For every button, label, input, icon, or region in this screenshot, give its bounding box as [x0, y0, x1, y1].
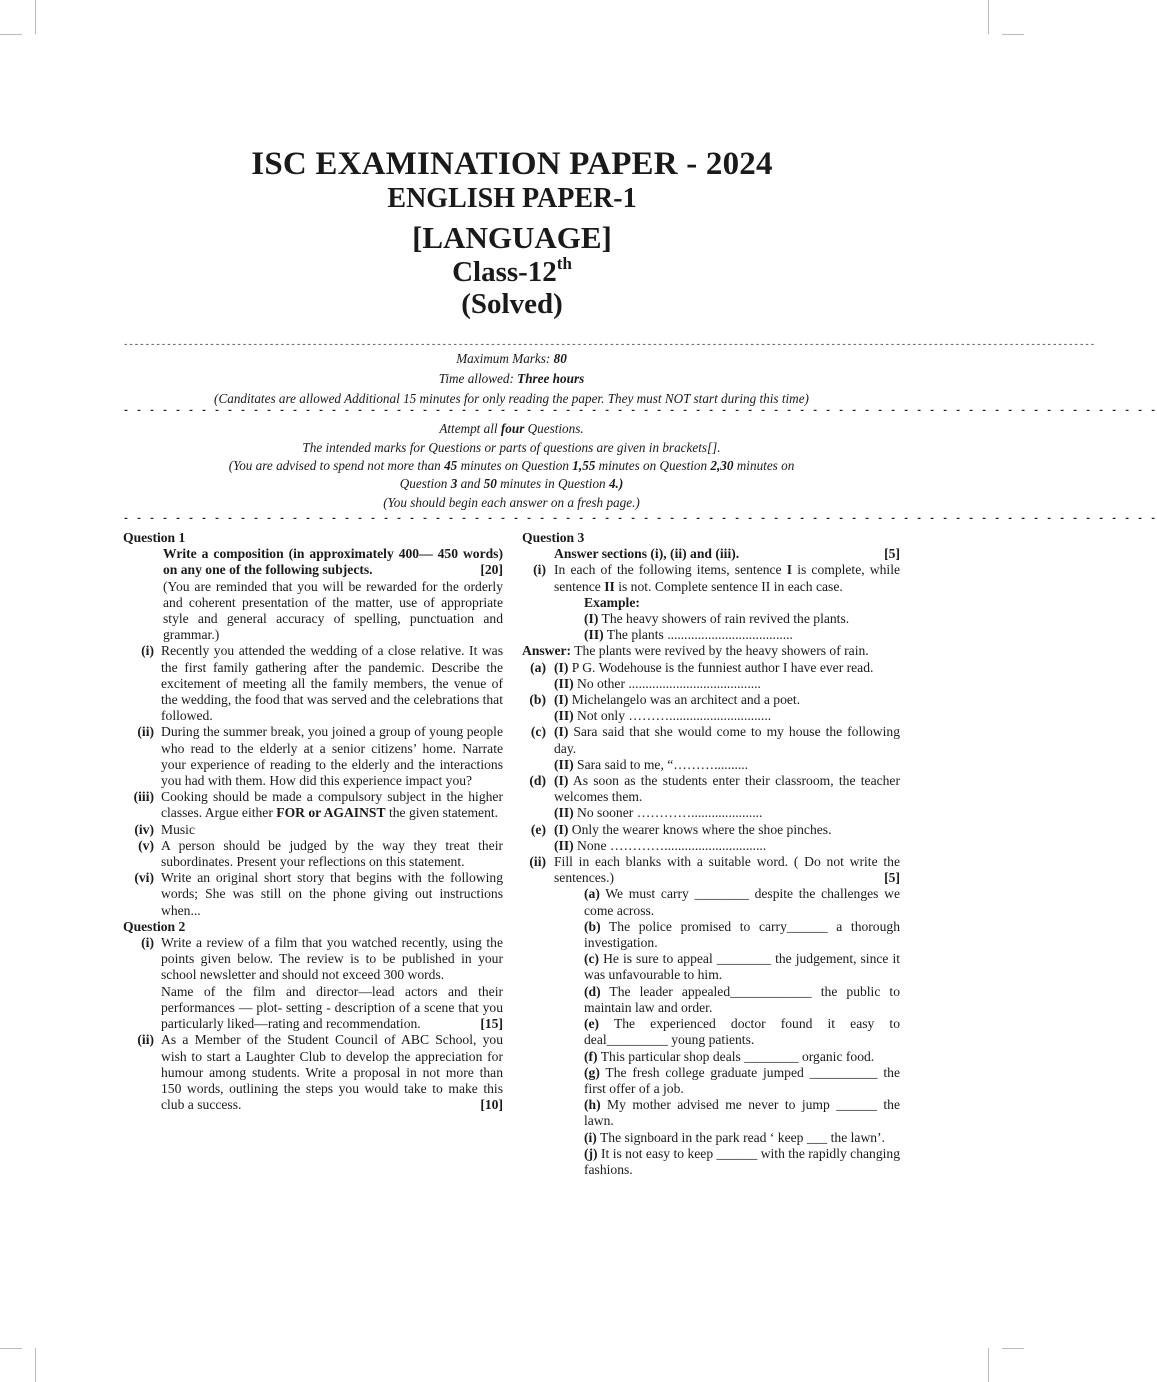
question-3-heading: Question 3 [522, 530, 585, 545]
blank-item: (d) The leader appealed____________ the public to maintain law and order. [584, 983, 900, 1015]
list-item: (b) (I) Michelangelo was an architect and a poet. (II) Not only ……….............................. [529, 692, 801, 724]
blank-item: (g) The fresh college graduate jumped __________ the first offer of a job. [584, 1064, 900, 1096]
time-allowed: Time allowed: Three hours [438, 371, 585, 386]
list-item: (c) (I) Sara said that she would come to my house the following day. (II) Sara said to me, “……….......... [530, 724, 900, 772]
crop-mark [988, 1348, 989, 1382]
list-item: (d) (I) As soon as the students enter their classroom, the teacher welcomes them. (II) No sooner …………..................... [529, 773, 900, 821]
list-item: (ii) During the summer break, you joined a group of young people who read to the elderly at a senior citizens’ home. Narrate your experience of reading to the elderly and the interactions you had with them. How did this experience impact you? [137, 724, 503, 789]
paper-title: ISC EXAMINATION PAPER - 2024 [251, 146, 773, 182]
blank-item: (c) He is sure to appeal ________ the judgement, since it was unfavourable to him. [584, 951, 900, 983]
list-item: (i) In each of the following items, sentence I is complete, while sentence II is not. Complete sentence II in each case. [533, 562, 900, 594]
question-1-prompt: Write a composition (in approximately 400— 450 words) on any one of the following subjects. [20] [163, 546, 503, 578]
max-marks: Maximum Marks: 80 [456, 351, 567, 366]
question-1-note: (You are reminded that you will be rewarded for the orderly and coherent presentation of the matter, use of appropriate style and general accuracy of spelling, punctuation and grammar.) [163, 578, 503, 643]
crop-mark [35, 1348, 36, 1382]
example-sentence-2: (II) The plants ..................................... [584, 627, 793, 643]
list-item: (v) A person should be judged by the way they treat their subordinates. Present your reflections on this statement. [138, 837, 503, 870]
crop-mark [0, 34, 22, 35]
blank-item: (b) The police promised to carry______ a thorough investigation. [584, 918, 900, 951]
crop-mark [35, 0, 36, 34]
blank-item: (h) My mother advised me never to jump ______ the lawn. [584, 1097, 900, 1129]
list-item: (ii) Fill in each blanks with a suitable word. ( Do not write the sentences.) [5] [529, 854, 900, 886]
question-3-intro: Answer sections (i), (ii) and (iii). [5] [554, 546, 900, 562]
blank-item: (f) This particular shop deals ________ organic food. [584, 1048, 875, 1064]
attempt-instruction: Attempt all four Questions. [439, 421, 584, 436]
paper-solved-label: (Solved) [461, 288, 563, 320]
crop-mark [1002, 34, 1024, 35]
right-column [522, 530, 900, 1178]
divider: ------------------------------------------------------------------------------------------------------------------------------------------------------------------------------------ [123, 340, 1096, 350]
crop-mark [0, 1348, 22, 1349]
blank-item: (e) The experienced doctor found it easy to deal_________ young patients. [584, 1016, 900, 1048]
paper-subtitle: ENGLISH PAPER-1 [387, 183, 637, 214]
list-item: (i) Recently you attended the wedding of a close relative. It was the first family gathering after the pandemic. Describe the excitement of meeting all the family members, the venue of the wedding, the food that was served and the celebrations that followed. [141, 643, 503, 724]
paper-subject: [LANGUAGE] [412, 220, 612, 255]
list-item: (ii) As a Member of the Student Council of ABC School, you wish to start a Laughter Club to develop the appreciation for humour among students. Write a proposal in not more than 150 words, outlining the steps you would take to make this club a success. [10] [137, 1032, 503, 1113]
blank-item: (a) We must carry ________ despite the challenges we come across. [584, 886, 900, 918]
divider: - - - - - - - - - - - - - - - - - - - - - - - - - - - - - - - - - - - - - - - - - - - - - - - - - - - - - - - - - - - - - - - - - - - - - - - - - - - - - - - - [123, 514, 1157, 525]
crop-mark [1002, 1348, 1024, 1349]
question-2-heading: Question 2 [123, 918, 186, 934]
example-sentence-1: (I) The heavy showers of rain revived the plants. [584, 611, 850, 627]
list-item: (vi) Write an original short story that begins with the following words; She was still on the phone giving out instructions when... [134, 870, 503, 918]
blank-item: (j) It is not easy to keep ______ with the rapidly changing fashions. [584, 1145, 900, 1177]
list-item: (iii) Cooking should be made a compulsory subject in the higher classes. Argue either FOR or AGAINST the given statement. [133, 789, 503, 821]
crop-mark [988, 0, 989, 34]
example-label: Example: [584, 594, 640, 610]
time-advice: (You are advised to spend not more than 45 minutes on Question 1,55 minutes on Question 2,30 minutes on [228, 458, 795, 473]
paper-class: Class-12th [452, 254, 572, 288]
question-1-heading: Question 1 [123, 530, 186, 545]
time-advice-cont: Question 3 and 50 minutes in Question 4.) [399, 476, 624, 491]
divider: - - - - - - - - - - - - - - - - - - - - - - - - - - - - - - - - - - - - - - - - - - - - - - - - - - - - - - - - - - - - - - - - - - - - - - - - - - - - - - - - [123, 406, 1157, 417]
fresh-page-note: (You should begin each answer on a fresh page.) [383, 495, 640, 510]
left-column [123, 530, 503, 1113]
blank-item: (i) The signboard in the park read ‘ keep ___ the lawn’. [584, 1129, 885, 1145]
list-item: (iv) Music [134, 821, 195, 837]
reading-time-note: (Canditates are allowed Additional 15 minutes for only reading the paper. They must NOT start during this time) [214, 391, 809, 406]
list-item: (e) (I) Only the wearer knows where the shoe pinches. (II) None ………….............................. [530, 821, 832, 853]
marks-instruction: The intended marks for Questions or parts of questions are given in brackets[]. [302, 440, 721, 455]
list-item: (a) (I) P G. Wodehouse is the funniest author I have ever read. (II) No other ....................................... [530, 659, 874, 691]
list-item: (i) Write a review of a film that you watched recently, using the points given below. The review is to be published in your school newsletter and should not exceed 300 words. Name of the film and director—lead actors and their performances — plot- setting - description of a scene that you particularly liked—rating and recommendation. [15] [141, 935, 503, 1032]
example-answer: Answer: The plants were revived by the heavy showers of rain. [522, 643, 869, 659]
